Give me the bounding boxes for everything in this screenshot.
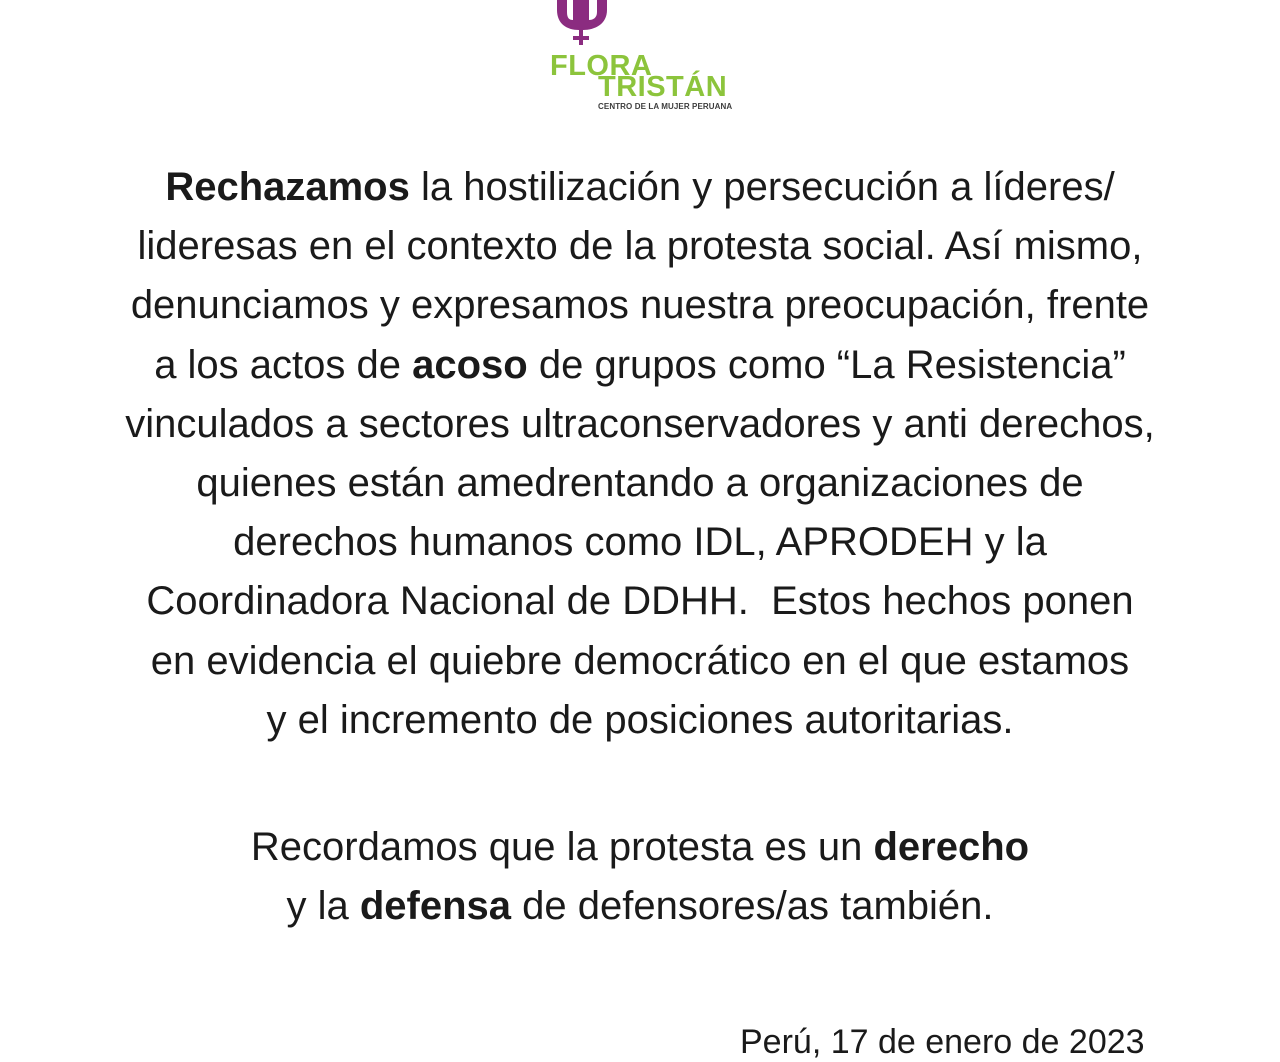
bold-rechazamos: Rechazamos — [165, 165, 410, 209]
statement-line-7: derechos humanos como IDL, APRODEH y la — [233, 520, 1047, 565]
statement-line-1 — [40, 158, 1240, 217]
closing-paragraph — [40, 818, 1240, 936]
flora-tristan-logo — [548, 0, 748, 112]
bold-derecho: derecho — [873, 825, 1030, 869]
logo-tagline: CENTRO DE LA MUJER PERUANA — [598, 102, 733, 111]
statement-line-4-pre: a los actos de — [154, 342, 413, 387]
closing-line-1 — [40, 818, 1240, 877]
closing-line-2-pre: y la — [286, 884, 360, 928]
closing-line-2 — [40, 877, 1240, 936]
venus-symbol-icon — [551, 0, 623, 46]
statement-line-3: denunciamos y expresamos nuestra preocupación, frente — [130, 283, 1150, 328]
statement-line-9: en evidencia el quiebre democrático en el que estamos — [150, 638, 1130, 683]
statement-line-1-rest: la hostilización y persecución a líderes/ — [409, 165, 1115, 209]
bold-defensa: defensa — [359, 884, 511, 928]
statement-line-8: Coordinadora Nacional de DDHH. Estos hechos ponen — [146, 579, 1134, 624]
statement-line-4-post: de grupos como “La Resistencia” — [527, 342, 1126, 387]
statement-line-10: y el incremento de posiciones autoritarias. — [266, 697, 1014, 742]
logo-name-line-1: FLORA — [550, 50, 653, 82]
bold-acoso: acoso — [412, 342, 528, 387]
statement-line-5: vinculados a sectores ultraconservadores y anti derechos, — [125, 401, 1155, 446]
statement-line-2: lideresas en el contexto de la protesta social. Así mismo, — [137, 224, 1143, 269]
dateline: Perú, 17 de enero de 2023 — [740, 1023, 1145, 1061]
statement-paragraph — [40, 158, 1240, 750]
logo-name-line-2: TRISTÁN — [598, 71, 728, 103]
statement-line-6: quienes están amedrentando a organizaciones de — [196, 461, 1084, 506]
closing-line-2-post: de defensores/as también. — [511, 884, 994, 928]
statement-line-4 — [40, 336, 1240, 395]
closing-line-1-pre: Recordamos que la protesta es un — [250, 825, 874, 869]
